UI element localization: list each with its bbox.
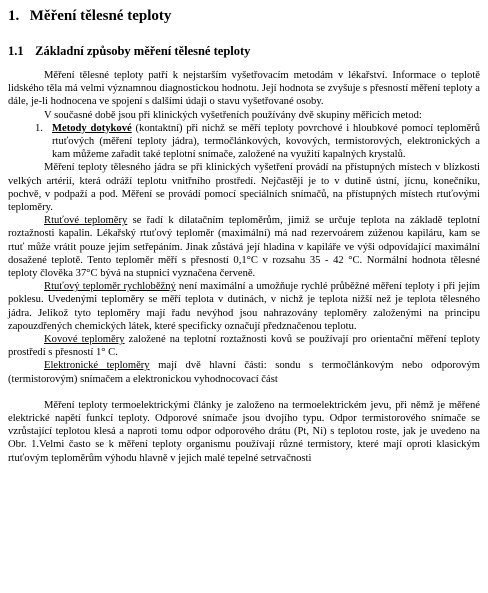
term-metal-thermometers: Kovové teploměry xyxy=(44,334,125,346)
section-heading xyxy=(8,43,250,59)
chapter-heading xyxy=(8,7,171,25)
electronic-text: mají dvě hlavní části: sondu s termočlánkovým nebo odporovým (termistorovým) snímačem a elektronickou vyhodnocovací část xyxy=(8,360,480,385)
paragraph-thermoelectric: Měření teploty termoelektrickými články je založeno na termoelektrickém jevu, při němž je měřené elektrické napětí funkcí teploty. Odporové snímače jsou dvojího typu. Odpor termistorového snímače se vzrůstající teplotou klesá a naproti tomu odpor odporového drátu (Pt, Ni) s teplotou roste, jak je uvedeno na Obr. 1.Velmi často se k měření teploty organismu používají různé termistory, které mají oproti klasickým rtuťovým teploměrům výhodu hlavně v jejich malé tepelné setrvačnosti xyxy=(8,399,480,464)
term-mercury-thermometers: Rtuťové teploměry xyxy=(44,215,128,227)
paragraph-metal-thermometers xyxy=(8,333,480,359)
metal-text: založené na teplotní roztažnosti kovů se používají pro orientační měření teploty prostředí s přesností 1° C. xyxy=(8,334,480,359)
term-electronic-thermometers: Elektronické teploměry xyxy=(44,360,150,372)
paragraph-core-temperature: Měření teploty tělesného jádra se při klinických vyšetření provádí na přístupných místech v blízkosti velkých artérií, která odráží teplotu vnitřního prostředí. Nejčastěji je to v dutině ústní, jícnu, konečníku, pochvě, v podpaží a pod. Měření se provádí pomocí speciálních snímačů, na přístupných místech rtuťovými teploměry. xyxy=(8,162,480,214)
fast-text: není maximální a umožňuje rychlé průběžné měření teploty i při jejím poklesu. Uvedenými teploměry se měří teplota v dutinách, v nichž je teplota nižší než je teplota tělesného jádra. Jelikož tyto teploměry mají řadu nevýhod jsou nahrazovány teploměry založenými na principu zapouzdřených chemických látek, které specificky označují předznačenou teplotu. xyxy=(8,281,481,332)
paragraph-electronic-thermometers xyxy=(8,359,480,385)
paragraph-mercury-thermometers xyxy=(8,214,480,280)
mercury-text: se řadí k dilatačním teploměrům, jimiž se určuje teplota na základě teplotní roztažnosti kapalin. Lékařský rtuťový teploměr (maximální) má nad rezervoárem zúženou kapiláru, kam se rtuť může vrátit pouze jejím setřepáním. Jinak zůstává její hladina v kapiláře ve výši odpovídající maximální dosažené teplotě. Tento teploměr měří s přesností 0,1°C v rozsahu 35 - 42 °C. Normální hodnota tělesné teploty člověka 37°C bývá na stupnici vyznačena červeně. xyxy=(8,215,480,280)
section-title: Základní způsoby měření tělesné teploty xyxy=(35,44,251,58)
paragraph-intro: Měření tělesné teploty patří k nejstarším vyšetřovacím metodám v lékařství. Informace o teplotě lidského těla má velmi významnou diagnostickou hodnotu. Její hodnota se zvyšuje s přesností měření teploty a dále, je-li hodnocena ve spojení s dalšími údaji o stavu vyšetřované osoby. xyxy=(8,70,480,108)
list-item xyxy=(8,122,480,162)
chapter-number: 1. xyxy=(8,8,20,24)
paragraph-fast-thermometer xyxy=(8,280,480,333)
spacer xyxy=(8,386,480,399)
paragraph-methods: V současné době jsou při klinických vyšetřeních používány dvě skupiny měřicích metod: xyxy=(44,109,422,121)
list-text: (kontaktní) při nichž se měří teploty povrchové i hloubkové pomocí teploměrů rtuťových (měření teploty jádra), termočlánkových, kovových, termistorových, elektronických a kam můžeme zařadit také teplotní snímače, založené na využití kapalných krystalů. xyxy=(52,122,480,161)
chapter-title: Měření tělesné teploty xyxy=(29,8,172,24)
section-number: 1.1 xyxy=(8,44,24,58)
list-marker: 1. xyxy=(35,122,43,134)
document-body xyxy=(8,69,480,465)
term-contact-methods: Metody dotykové xyxy=(52,122,132,134)
term-fast-thermometer: Rtuťový teploměr rychloběžný xyxy=(44,281,176,293)
list-content xyxy=(52,122,480,162)
